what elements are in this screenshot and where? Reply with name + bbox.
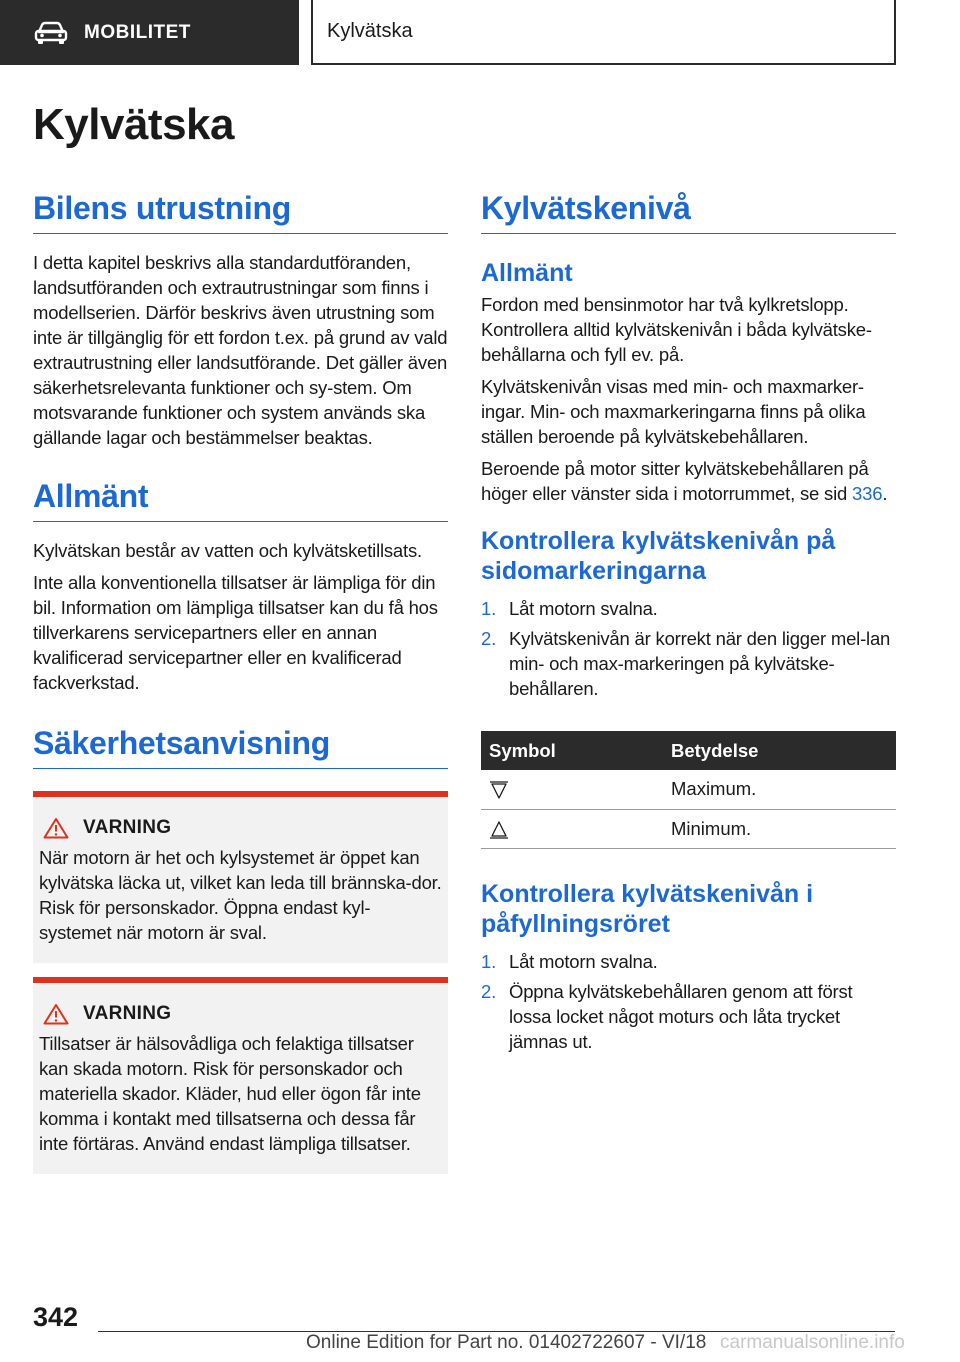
list-item xyxy=(481,979,896,1054)
safety-heading: Säkerhetsanvisning xyxy=(33,725,448,769)
page-link[interactable]: 336 xyxy=(852,483,883,504)
page-title: Kylvätska xyxy=(33,100,234,149)
side-steps-list xyxy=(481,596,896,701)
symbol-cell xyxy=(481,770,663,809)
side-markings-heading: Kontrollera kylvätskenivån på sidomarkeringarna xyxy=(481,527,836,585)
meaning-cell: Maximum. xyxy=(663,770,896,809)
warning-title: VARNING xyxy=(83,1003,172,1024)
step-text: Öppna kylvätskebehållaren genom att först lossa locket något moturs och låta trycket jämnas ut. xyxy=(509,980,853,1052)
step-number: 1. xyxy=(481,950,497,972)
edition-text: Online Edition for Part no. 01402722607 - VI/18 xyxy=(306,1332,707,1353)
warning-triangle-icon xyxy=(43,1003,69,1025)
warning-box-1 xyxy=(33,791,448,963)
symbol-cell xyxy=(481,809,663,848)
equipment-heading: Bilens utrustning xyxy=(33,190,448,234)
level-paragraph-3 xyxy=(481,456,896,506)
chapter-label: Kylvätska xyxy=(327,20,413,42)
level-paragraph-3-end: . xyxy=(882,483,888,504)
step-text: Kylvätskenivån är korrekt när den ligger mel-lan min- och max-markeringen på kylvätske-behållaren. xyxy=(509,628,891,699)
filler-tube-heading: Kontrollera kylvätskenivån i påfyllningsröret xyxy=(481,879,814,938)
list-item xyxy=(481,626,896,701)
general-subheading: Allmänt xyxy=(481,259,573,287)
equipment-text: I detta kapitel beskrivs alla standardutföranden, landsutföranden och extrautrustningar som finns i modellserien. Därför beskrivs även utrustning som inte är tillgänglig för ett fordon t.ex. på grund av vald extrautrustning eller landsutförande. Det gäller även säkerhetsrelevanta funktioner och sy-stem. Om motsvarande funktioner och system används ska gällande lagar och bestämmelser beaktas. xyxy=(33,252,448,448)
table-header-row xyxy=(481,731,896,770)
table-row xyxy=(481,809,896,848)
warning-text: När motorn är het och kylsystemet är öppet kan kylvätska läcka ut, vilket kan leda till brännska-dor. Risk för personskador. Öppna endast kyl-systemet när motorn är sval. xyxy=(39,847,442,943)
general-heading: Allmänt xyxy=(33,478,448,522)
level-paragraph-1: Fordon med bensinmotor har två kylkretslopp. Kontrollera alltid kylvätskenivån i båda kylvätske-behållarna och fyll ev. på. xyxy=(481,294,872,365)
max-level-icon xyxy=(489,780,509,800)
meaning-column-header: Betydelse xyxy=(663,731,896,770)
warning-text: Tillsatser är hälsovådliga och felaktiga tillsatser kan skada motorn. Risk för personskador och materiella skador. Kläder, hud eller ögon får inte komma i kontakt med tillsatserna och dessa får inte förtäras. Använd endast lämpliga tillsatser. xyxy=(39,1033,421,1154)
level-heading: Kylvätskenivå xyxy=(481,190,896,234)
warning-triangle-icon xyxy=(43,817,69,839)
symbol-table xyxy=(481,731,896,849)
chapter-header xyxy=(311,0,896,65)
list-item xyxy=(481,596,896,621)
right-column xyxy=(481,190,896,1072)
step-number: 2. xyxy=(481,980,497,1002)
table-row xyxy=(481,770,896,809)
list-item xyxy=(481,949,896,974)
level-paragraph-3-text: Beroende på motor sitter kylvätskebehållaren på höger eller vänster sida i motorrummet, se sid xyxy=(481,458,869,504)
meaning-cell: Minimum. xyxy=(663,809,896,848)
step-number: 2. xyxy=(481,628,497,649)
general-paragraph-2: Inte alla konventionella tillsatser är lämpliga för din bil. Information om lämpliga tillsatser kan du få hos tillverkarens servicepartners eller en annan kvalificerad servicepartner eller en kvalificerad fackverkstad. xyxy=(33,572,438,693)
step-number: 1. xyxy=(481,598,497,619)
step-text: Låt motorn svalna. xyxy=(509,950,658,972)
section-tab[interactable] xyxy=(0,0,299,65)
general-paragraph-1: Kylvätskan består av vatten och kylvätsketillsats. xyxy=(33,540,422,561)
filler-steps-list xyxy=(481,949,896,1054)
car-icon xyxy=(34,21,68,45)
section-label: MOBILITET xyxy=(84,21,191,43)
min-level-icon xyxy=(489,820,509,840)
page-number: 342 xyxy=(33,1302,79,1332)
warning-box-2 xyxy=(33,977,448,1174)
level-paragraph-2: Kylvätskenivån visas med min- och maxmarker-ingar. Min- och maxmarkeringarna finns på olika ställen beroende på kylvätskebehållaren. xyxy=(481,376,866,447)
symbol-column-header: Symbol xyxy=(481,731,663,770)
warning-title: VARNING xyxy=(83,817,172,838)
step-text: Låt motorn svalna. xyxy=(509,598,658,619)
watermark-text: carmanualsonline.info xyxy=(720,1332,905,1353)
left-column xyxy=(33,190,448,1188)
